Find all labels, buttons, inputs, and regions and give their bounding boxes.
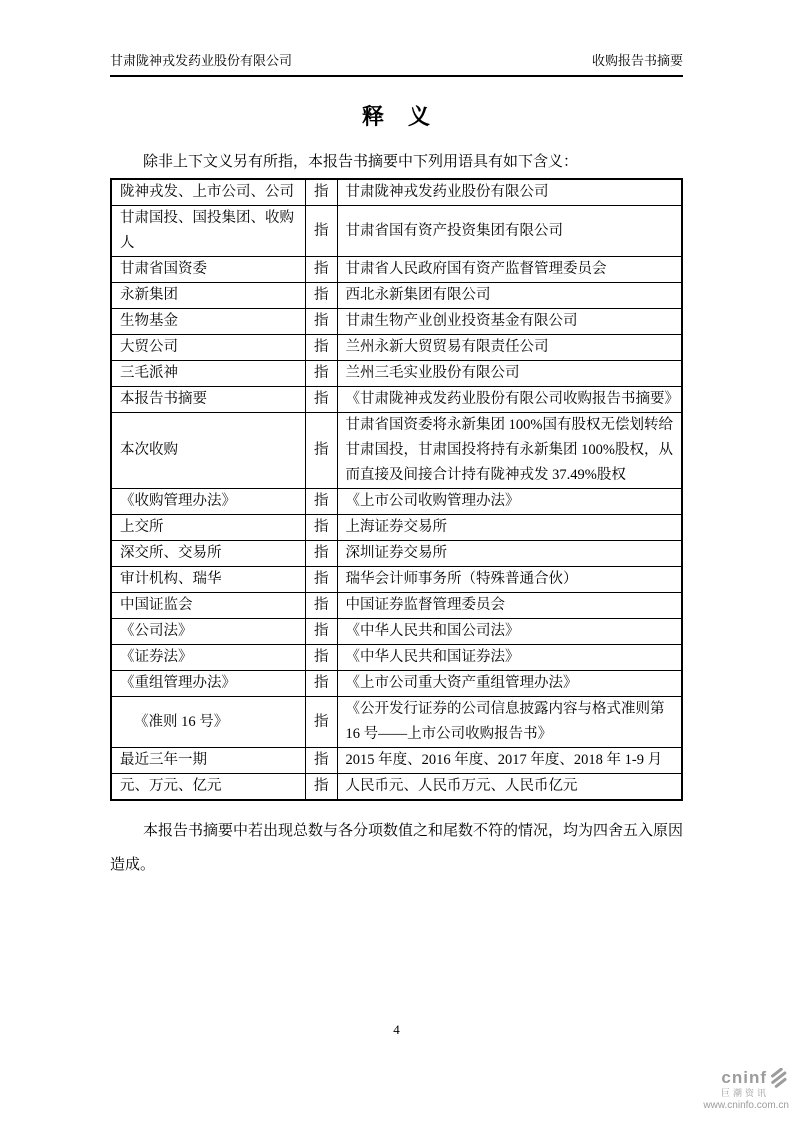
zhi-cell: 指 [306, 645, 338, 671]
definition-row [111, 387, 682, 413]
definition-row [111, 309, 682, 335]
term-cell: 陇神戎发、上市公司、公司 [111, 179, 306, 206]
definition-cell: 甘肃省国资委将永新集团 100%国有股权无偿划转给甘肃国投，甘肃国投将持有永新集团 100%股权，从而直接及间接合计持有陇神戎发 37.49%股权 [337, 413, 682, 489]
closing-paragraph: 本报告书摘要中若出现总数与各分项数值之和尾数不符的情况，均为四舍五入原因造成。 [110, 823, 684, 873]
term-cell: 《重组管理办法》 [111, 671, 306, 697]
term-cell: 永新集团 [111, 283, 306, 309]
definition-row [111, 541, 682, 567]
zhi-cell: 指 [306, 619, 338, 645]
definition-cell: 兰州永新大贸贸易有限责任公司 [337, 335, 682, 361]
term-cell: 三毛派神 [111, 361, 306, 387]
zhi-cell: 指 [306, 413, 338, 489]
term-cell: 元、万元、亿元 [111, 774, 306, 801]
definition-cell: 《上市公司收购管理办法》 [337, 489, 682, 515]
zhi-cell: 指 [306, 361, 338, 387]
definition-cell: 人民币元、人民币万元、人民币亿元 [337, 774, 682, 801]
cninfo-url: www.cninfo.com.cn [703, 1100, 789, 1111]
term-cell: 生物基金 [111, 309, 306, 335]
term-cell: 甘肃国投、国投集团、收购人 [111, 206, 306, 257]
definition-row [111, 283, 682, 309]
zhi-cell: 指 [306, 567, 338, 593]
term-cell: 《准则 16 号》 [111, 697, 306, 748]
term-cell: 本报告书摘要 [111, 387, 306, 413]
definition-row [111, 593, 682, 619]
page-number: 4 [393, 1022, 400, 1037]
definition-row [111, 774, 682, 801]
definition-cell: 深圳证券交易所 [337, 541, 682, 567]
definition-row [111, 515, 682, 541]
definition-cell: 兰州三毛实业股份有限公司 [337, 361, 682, 387]
definition-cell: 中国证券监督管理委员会 [337, 593, 682, 619]
cninfo-chinese-name: 巨潮资讯 [720, 1088, 769, 1098]
header-company-name: 甘肃陇神戎发药业股份有限公司 [110, 53, 293, 68]
definition-row [111, 697, 682, 748]
definitions-table [110, 178, 683, 801]
definitions-table-body [111, 179, 682, 800]
zhi-cell: 指 [306, 748, 338, 774]
term-cell: 中国证监会 [111, 593, 306, 619]
term-cell: 《公司法》 [111, 619, 306, 645]
term-cell: 审计机构、瑞华 [111, 567, 306, 593]
term-cell: 上交所 [111, 515, 306, 541]
term-cell: 大贸公司 [111, 335, 306, 361]
cninfo-swirl-icon [769, 1068, 789, 1088]
term-cell: 甘肃省国资委 [111, 257, 306, 283]
page-title: 释 义 [361, 104, 431, 129]
zhi-cell: 指 [306, 335, 338, 361]
term-cell: 最近三年一期 [111, 748, 306, 774]
definition-cell: 甘肃陇神戎发药业股份有限公司 [337, 179, 682, 206]
definition-cell: 《中华人民共和国证券法》 [337, 645, 682, 671]
zhi-cell: 指 [306, 593, 338, 619]
zhi-cell: 指 [306, 774, 338, 801]
definition-row [111, 413, 682, 489]
definition-cell: 甘肃省人民政府国有资产监督管理委员会 [337, 257, 682, 283]
term-cell: 《证券法》 [111, 645, 306, 671]
definition-cell: 《甘肃陇神戎发药业股份有限公司收购报告书摘要》 [337, 387, 682, 413]
definition-row [111, 206, 682, 257]
term-cell: 深交所、交易所 [111, 541, 306, 567]
term-cell: 本次收购 [111, 413, 306, 489]
definition-cell: 上海证券交易所 [337, 515, 682, 541]
zhi-cell: 指 [306, 489, 338, 515]
definition-row [111, 335, 682, 361]
definition-row [111, 671, 682, 697]
cninfo-logo-row [721, 1068, 789, 1088]
zhi-cell: 指 [306, 387, 338, 413]
cninfo-logo [703, 1068, 789, 1112]
header-doc-type: 收购报告书摘要 [591, 53, 683, 68]
zhi-cell: 指 [306, 179, 338, 206]
zhi-cell: 指 [306, 309, 338, 335]
definition-row [111, 567, 682, 593]
definition-cell: 《公开发行证券的公司信息披露内容与格式准则第 16 号——上市公司收购报告书》 [337, 697, 682, 748]
definition-cell: 《上市公司重大资产重组管理办法》 [337, 671, 682, 697]
zhi-cell: 指 [306, 206, 338, 257]
definition-cell: 甘肃省国有资产投资集团有限公司 [337, 206, 682, 257]
definition-row [111, 179, 682, 206]
definition-row [111, 645, 682, 671]
intro-paragraph: 除非上下文义另有所指，本报告书摘要中下列用语具有如下含义： [143, 154, 579, 170]
zhi-cell: 指 [306, 697, 338, 748]
definition-row [111, 361, 682, 387]
zhi-cell: 指 [306, 541, 338, 567]
definition-row [111, 748, 682, 774]
zhi-cell: 指 [306, 671, 338, 697]
zhi-cell: 指 [306, 515, 338, 541]
page-header [110, 0, 683, 77]
definition-cell: 西北永新集团有限公司 [337, 283, 682, 309]
page-content [110, 0, 683, 882]
zhi-cell: 指 [306, 283, 338, 309]
cninfo-brand-text: cninf [721, 1068, 767, 1087]
term-cell: 《收购管理办法》 [111, 489, 306, 515]
definition-cell: 2015 年度、2016 年度、2017 年度、2018 年 1-9 月 [337, 748, 682, 774]
zhi-cell: 指 [306, 257, 338, 283]
definition-cell: 甘肃生物产业创业投资基金有限公司 [337, 309, 682, 335]
definition-row [111, 489, 682, 515]
definition-cell: 《中华人民共和国公司法》 [337, 619, 682, 645]
definition-row [111, 619, 682, 645]
definition-cell: 瑞华会计师事务所（特殊普通合伙） [337, 567, 682, 593]
definition-row [111, 257, 682, 283]
